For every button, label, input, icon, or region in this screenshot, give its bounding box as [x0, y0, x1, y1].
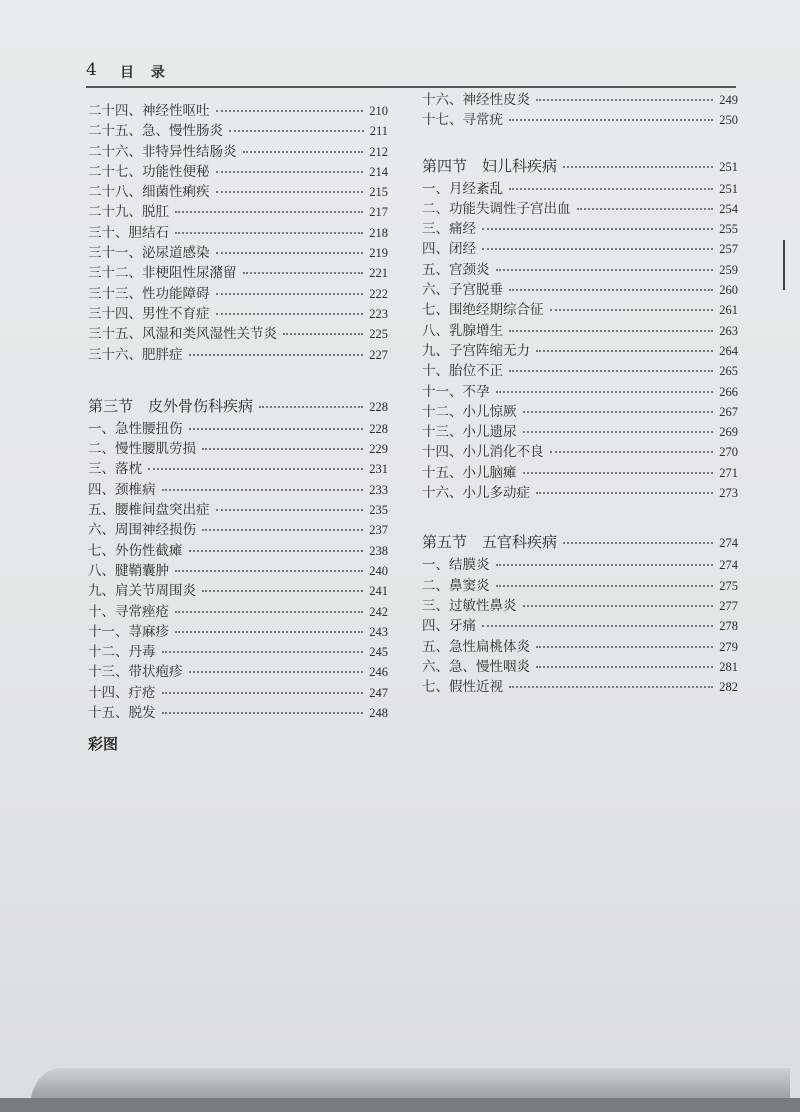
toc-entry-page: 261 — [719, 303, 738, 318]
toc-entry-label: 九、子宫阵缩无力 — [422, 342, 530, 359]
toc-entry-label: 十六、神经性皮炎 — [422, 92, 530, 108]
toc-entry-label: 十六、小儿多动症 — [422, 485, 530, 502]
toc-entry[interactable] — [88, 160, 388, 180]
toc-entry[interactable] — [88, 498, 388, 518]
toc-entry-page: 248 — [369, 706, 388, 721]
toc-leader-dots — [523, 471, 714, 474]
toc-entry[interactable] — [88, 701, 388, 721]
toc-leader-dots — [216, 109, 364, 112]
toc-entry-label: 十二、小儿惊厥 — [422, 403, 517, 420]
toc-entry-label: 七、假性近视 — [422, 679, 503, 696]
toc-entry-page: 259 — [719, 262, 738, 277]
toc-leader-dots — [175, 610, 363, 613]
toc-leader-dots — [202, 589, 363, 592]
toc-entry[interactable] — [88, 640, 388, 660]
toc-entry-page: 237 — [369, 523, 388, 538]
toc-entry[interactable] — [422, 258, 738, 278]
toc-entry-page: 229 — [369, 442, 388, 457]
toc-entry[interactable] — [88, 600, 388, 620]
toc-leader-dots — [509, 369, 713, 372]
page-bottom-edge — [0, 1098, 800, 1112]
toc-leader-dots — [243, 271, 364, 274]
toc-leader-dots — [162, 650, 364, 653]
toc-entry[interactable] — [422, 614, 738, 634]
toc-entry[interactable] — [422, 461, 738, 481]
toc-entry-label: 十七、寻常疣 — [422, 112, 503, 129]
toc-leader-dots — [523, 430, 714, 433]
toc-right-column — [422, 88, 738, 695]
toc-entry-label: 四、闭经 — [422, 241, 476, 258]
toc-entry[interactable] — [88, 437, 388, 457]
toc-entry-page: 212 — [369, 144, 388, 159]
toc-entry[interactable] — [422, 420, 738, 440]
toc-entry-label: 三十五、风湿和类风湿性关节炎 — [88, 326, 277, 343]
toc-entry[interactable] — [422, 278, 738, 298]
toc-entry[interactable] — [422, 339, 738, 359]
toc-entry-label: 二十九、脱肛 — [88, 204, 169, 221]
toc-leader-dots — [550, 450, 714, 453]
toc-entry[interactable] — [88, 681, 388, 701]
toc-entry-page: 279 — [719, 639, 738, 654]
toc-entry-label: 五、宫颈炎 — [422, 261, 490, 278]
toc-leader-dots — [482, 247, 713, 250]
toc-entry[interactable] — [422, 237, 738, 257]
toc-entry[interactable] — [88, 261, 388, 281]
toc-entry[interactable] — [88, 241, 388, 261]
toc-entry-label: 五、急性扁桃体炎 — [422, 638, 530, 655]
page-number: 4 — [86, 60, 97, 80]
toc-entry-page: 274 — [719, 558, 738, 573]
toc-entry[interactable] — [88, 457, 388, 477]
toc-entry[interactable] — [422, 655, 738, 675]
toc-entry-page: 265 — [719, 364, 738, 379]
toc-entry-label: 三十三、性功能障碍 — [88, 285, 210, 302]
toc-entry-page: 210 — [369, 104, 388, 118]
toc-entry[interactable] — [422, 217, 738, 237]
toc-entry-label: 三、落枕 — [88, 461, 142, 478]
toc-leader-dots — [202, 447, 363, 450]
toc-entry-page: 282 — [719, 680, 738, 695]
toc-entry-page: 227 — [369, 347, 388, 362]
toc-entry[interactable] — [88, 221, 388, 241]
toc-entry-page: 273 — [719, 486, 738, 501]
toc-entry-label: 十、寻常痤疮 — [88, 603, 169, 620]
toc-entry[interactable] — [88, 539, 388, 559]
toc-leader-dots — [496, 584, 714, 587]
toc-entry-label: 八、乳腺增生 — [422, 322, 503, 339]
toc-entry[interactable] — [88, 620, 388, 640]
toc-entry[interactable] — [422, 380, 738, 400]
toc-entry[interactable] — [88, 302, 388, 322]
toc-entry-label: 三十、胆结石 — [88, 224, 169, 241]
toc-entry-page: 254 — [719, 201, 738, 216]
toc-entry-page: 257 — [719, 242, 738, 257]
toc-entry-label: 十二、丹毒 — [88, 644, 156, 661]
toc-entry-page: 251 — [719, 181, 738, 196]
toc-leader-dots — [175, 210, 363, 213]
toc-entry-page: 263 — [719, 323, 738, 338]
toc-entry-page: 264 — [719, 343, 738, 358]
toc-leader-dots — [509, 329, 713, 332]
toc-entry-page: 219 — [369, 246, 388, 261]
toc-entry-page: 235 — [369, 503, 388, 518]
toc-leader-dots — [283, 332, 363, 335]
toc-entry-label: 三、痛经 — [422, 221, 476, 238]
toc-entry-page: 281 — [719, 659, 738, 674]
toc-leader-dots — [577, 207, 714, 210]
toc-leader-dots — [482, 227, 713, 230]
toc-entry[interactable] — [422, 574, 738, 594]
toc-entry-page: 228 — [369, 421, 388, 436]
toc-entry[interactable] — [422, 553, 738, 573]
toc-entry-label: 一、急性腰扭伤 — [88, 420, 183, 437]
toc-entry-label: 二、慢性腰肌劳损 — [88, 441, 196, 458]
toc-leader-dots — [243, 150, 364, 153]
toc-entry-label: 一、月经紊乱 — [422, 180, 503, 197]
toc-leader-dots — [523, 604, 714, 607]
toc-entry-page: 218 — [369, 225, 388, 240]
toc-entry[interactable] — [422, 359, 738, 379]
toc-entry-label: 三十四、男性不育症 — [88, 305, 210, 322]
toc-entry[interactable] — [88, 99, 388, 119]
toc-entry[interactable] — [422, 675, 738, 695]
toc-entry[interactable] — [422, 481, 738, 501]
toc-leader-dots — [523, 410, 714, 413]
toc-entry-page: 238 — [369, 543, 388, 558]
toc-entry[interactable] — [88, 518, 388, 538]
toc-entry-page: 240 — [369, 563, 388, 578]
toc-section-title[interactable]: 第五节 五官科疾病 274 — [422, 533, 738, 552]
toc-entry[interactable] — [88, 660, 388, 680]
toc-entry[interactable] — [422, 635, 738, 655]
toc-entry-label: 十三、带状疱疹 — [88, 664, 183, 681]
toc-leader-dots — [162, 488, 364, 491]
toc-entry[interactable] — [422, 177, 738, 197]
toc-leader-dots — [162, 711, 364, 714]
toc-leader-dots — [536, 645, 713, 648]
toc-leader-dots — [189, 427, 364, 430]
toc-entry-label: 十一、荨麻疹 — [88, 623, 169, 640]
toc-entry-page: 223 — [369, 306, 388, 321]
toc-entry[interactable] — [88, 559, 388, 579]
toc-leader-dots — [216, 251, 364, 254]
toc-entry-page: 247 — [369, 685, 388, 700]
toc-leader-dots — [216, 292, 364, 295]
toc-leader-dots — [175, 630, 363, 633]
toc-entry-page: 255 — [719, 222, 738, 237]
toc-entry-label: 四、牙痛 — [422, 618, 476, 635]
toc-entry-page: 267 — [719, 404, 738, 419]
toc-leader-dots — [216, 508, 364, 511]
toc-entry-label: 二、功能失调性子宫出血 — [422, 200, 571, 217]
toc-leader-dots — [482, 624, 713, 627]
toc-entry-label: 一、结膜炎 — [422, 557, 490, 574]
toc-entry[interactable] — [88, 322, 388, 342]
toc-entry-page: 271 — [719, 465, 738, 480]
margin-rule — [783, 240, 785, 290]
toc-leader-dots — [175, 569, 363, 572]
toc-entry-label: 九、肩关节周围炎 — [88, 583, 196, 600]
toc-entry[interactable] — [88, 343, 388, 363]
toc-entry-page: 211 — [369, 124, 388, 139]
toc-entry-label: 十四、小儿消化不良 — [422, 444, 544, 461]
toc-entry-page: 278 — [719, 619, 738, 634]
toc-left-column — [88, 99, 388, 721]
toc-section-title[interactable]: 第四节 妇儿科疾病 251 — [422, 156, 738, 175]
toc-leader-dots — [202, 528, 363, 531]
toc-entry-label: 二十七、功能性便秘 — [88, 163, 210, 180]
toc-entry-label: 十五、脱发 — [88, 705, 156, 722]
toc-entry-label: 六、急、慢性咽炎 — [422, 658, 530, 675]
toc-entry-page: 214 — [369, 164, 388, 179]
toc-entry[interactable] — [88, 579, 388, 599]
toc-section-title[interactable]: 第三节 皮外骨伤科疾病 228 — [88, 396, 388, 415]
toc-entry-page: 269 — [719, 425, 738, 440]
toc-entry-label: 十四、疔疮 — [88, 684, 156, 701]
toc-entry-page: 217 — [369, 205, 388, 220]
toc-entry-label: 四、颈椎病 — [88, 481, 156, 498]
toc-entry[interactable] — [422, 440, 738, 460]
toc-entry-label: 三十二、非梗阻性尿潴留 — [88, 265, 237, 282]
toc-entry-page: 246 — [369, 665, 388, 680]
toc-entry-page: 243 — [369, 624, 388, 639]
toc-entry-label: 二十五、急、慢性肠炎 — [88, 123, 223, 140]
toc-entry-page: 245 — [369, 645, 388, 660]
toc-entry-label: 六、周围神经损伤 — [88, 522, 196, 539]
toc-entry-label: 十三、小儿遗尿 — [422, 424, 517, 441]
toc-entry[interactable] — [422, 88, 738, 108]
toc-leader-dots — [229, 129, 364, 132]
toc-entry[interactable] — [88, 282, 388, 302]
toc-entry[interactable] — [88, 417, 388, 437]
toc-entry[interactable] — [88, 180, 388, 200]
toc-entry-label: 七、外伤性截瘫 — [88, 542, 183, 559]
toc-entry[interactable] — [422, 400, 738, 420]
toc-leader-dots — [216, 190, 364, 193]
toc-leader-dots — [550, 308, 714, 311]
toc-entry[interactable] — [88, 478, 388, 498]
header-title: 目 录 — [120, 65, 171, 81]
page-header — [86, 58, 736, 88]
toc-leader-dots — [162, 691, 364, 694]
toc-leader-dots — [536, 349, 713, 352]
toc-leader-dots — [189, 353, 364, 356]
toc-leader-dots — [536, 491, 713, 494]
toc-entry-page: 270 — [719, 445, 738, 460]
toc-entry-page: 222 — [369, 286, 388, 301]
toc-leader-dots — [148, 467, 363, 470]
toc-entry-label: 六、子宫脱垂 — [422, 282, 503, 299]
toc-entry[interactable] — [422, 594, 738, 614]
toc-leader-dots — [496, 268, 714, 271]
toc-entry-label: 三十六、肥胖症 — [88, 346, 183, 363]
toc-leader-dots — [536, 98, 713, 101]
toc-leader-dots — [509, 685, 713, 688]
toc-entry-label: 二十六、非特异性结肠炎 — [88, 143, 237, 160]
toc-entry-page: 241 — [369, 584, 388, 599]
toc-entry-page: 260 — [719, 283, 738, 298]
toc-entry[interactable] — [88, 200, 388, 220]
toc-entry-label: 二、鼻窦炎 — [422, 577, 490, 594]
toc-entry-page: 266 — [719, 384, 738, 399]
toc-leader-dots — [536, 665, 713, 668]
toc-entry[interactable] — [88, 119, 388, 139]
toc-leader-dots — [509, 118, 713, 121]
toc-entry-label: 二十四、神经性呕吐 — [88, 103, 210, 119]
toc-leader-dots — [509, 187, 713, 190]
toc-leader-dots — [216, 170, 364, 173]
toc-entry-page: 221 — [369, 266, 388, 281]
toc-entry-page: 250 — [719, 113, 738, 128]
toc-entry-page: 275 — [719, 578, 738, 593]
toc-entry-page: 215 — [369, 185, 388, 200]
toc-leader-dots — [496, 390, 714, 393]
toc-entry[interactable] — [422, 108, 738, 128]
toc-entry-label: 十五、小儿脑瘫 — [422, 464, 517, 481]
toc-leader-dots — [175, 231, 363, 234]
toc-entry-label: 十、胎位不正 — [422, 363, 503, 380]
toc-leader-dots — [216, 312, 364, 315]
toc-leader-dots — [509, 288, 713, 291]
toc-entry-label: 八、腱鞘囊肿 — [88, 562, 169, 579]
toc-entry[interactable] — [422, 298, 738, 318]
toc-entry-label: 三十一、泌尿道感染 — [88, 245, 210, 262]
toc-leader-dots — [189, 670, 364, 673]
toc-entry-page: 225 — [369, 327, 388, 342]
toc-entry[interactable] — [422, 197, 738, 217]
toc-leader-dots — [496, 563, 714, 566]
toc-entry-page: 249 — [719, 93, 738, 107]
toc-entry-label: 二十八、细菌性痢疾 — [88, 184, 210, 201]
toc-leader-dots — [189, 549, 364, 552]
color-plates-heading: 彩图 — [88, 735, 119, 753]
toc-entry-page: 231 — [369, 462, 388, 477]
toc-entry[interactable] — [88, 140, 388, 160]
toc-entry[interactable] — [422, 319, 738, 339]
toc-entry-label: 七、围绝经期综合征 — [422, 302, 544, 319]
toc-entry-label: 三、过敏性鼻炎 — [422, 597, 517, 614]
toc-entry-page: 242 — [369, 604, 388, 619]
toc-entry-page: 233 — [369, 482, 388, 497]
toc-entry-label: 十一、不孕 — [422, 383, 490, 400]
toc-entry-page: 277 — [719, 598, 738, 613]
toc-entry-label: 五、腰椎间盘突出症 — [88, 502, 210, 519]
